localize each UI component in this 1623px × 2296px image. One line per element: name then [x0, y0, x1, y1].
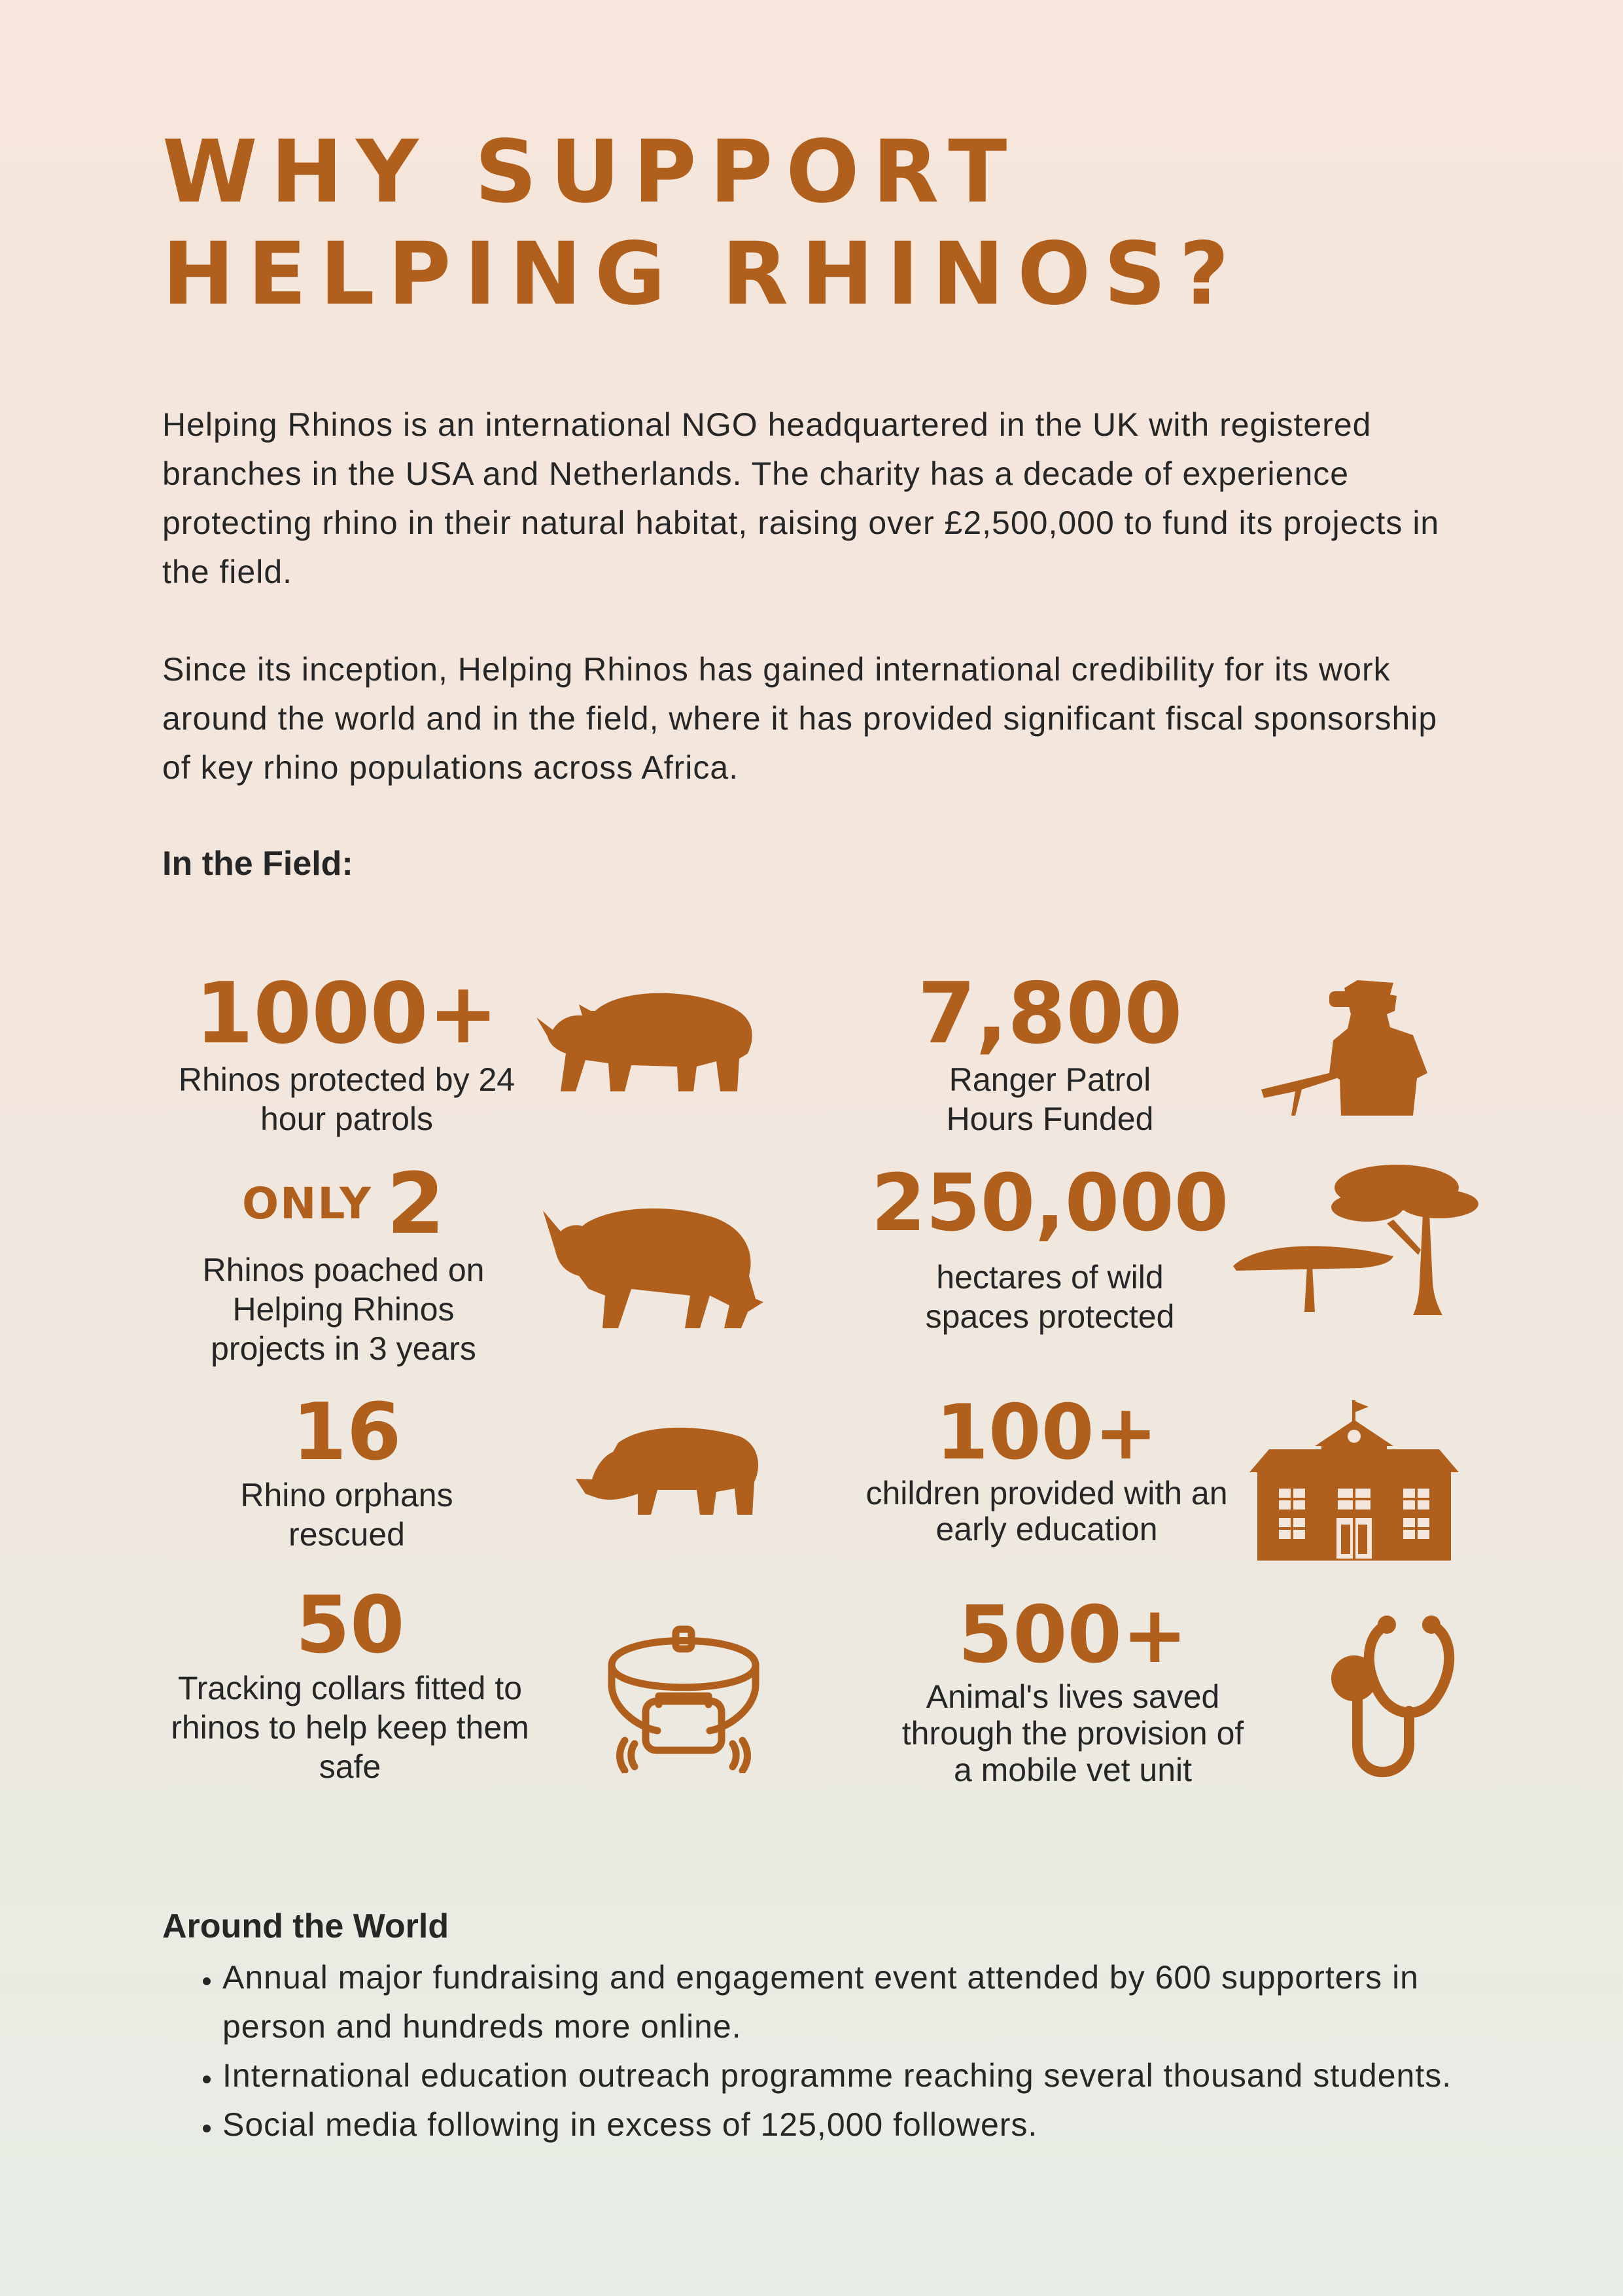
tracking-collar-icon — [605, 1623, 762, 1773]
stat-value: 2 — [386, 1156, 445, 1253]
stat-number — [150, 1156, 536, 1253]
stethoscope-icon — [1325, 1613, 1478, 1793]
stat-label: children provided with an early education — [865, 1475, 1228, 1547]
stat-number: 250,000 — [871, 1158, 1229, 1249]
stat-label: Ranger Patrol Hours Funded — [946, 1061, 1154, 1137]
list-item: • Annual major fundraising and engagement event attended by 600 supporters in person and hundreds more online. — [222, 1953, 1503, 2051]
stat-rhinos-protected — [150, 965, 543, 1139]
stat-children-education — [850, 1390, 1243, 1547]
stat-rhinos-poached — [150, 1158, 536, 1368]
stat-label: Rhino orphans rescued — [240, 1477, 453, 1553]
stat-number: 100+ — [935, 1388, 1158, 1477]
title-line-1: WHY SUPPORT — [162, 122, 1021, 222]
stat-number: 500+ — [958, 1590, 1188, 1681]
stat-hectares — [850, 1158, 1249, 1336]
stat-label: Animal's lives saved through the provision of a mobile vet unit — [901, 1678, 1244, 1788]
stat-tracking-collars — [150, 1580, 550, 1786]
stat-animals-saved — [877, 1590, 1269, 1788]
stat-ranger-hours — [850, 965, 1249, 1139]
field-heading: In the Field: — [162, 845, 353, 883]
stat-label: Tracking collars fitted to rhinos to help keep them safe — [171, 1670, 529, 1785]
rhino-icon — [533, 981, 762, 1099]
stat-number: 50 — [295, 1580, 405, 1671]
stat-rhino-orphans — [150, 1387, 543, 1554]
stat-number: 7,800 — [917, 965, 1183, 1063]
intro-paragraph-2: Since its inception, Helping Rhinos has gained international credibility for its work around the world and in the field, where it has provided significant fiscal sponsorship of key rhino populations across Africa. — [162, 651, 1438, 786]
list-item: • International education outreach programme reaching several thousand students. — [222, 2051, 1503, 2100]
world-heading: Around the World — [162, 1907, 449, 1945]
rhino-icon — [540, 1197, 772, 1332]
title-line-2: HELPING RHINOS? — [162, 224, 1242, 325]
intro-paragraph-1: Helping Rhinos is an international NGO headquartered in the UK with registered branches in the USA and Netherlands. The charity has a decade of experience protecting rhino in their natural habitat, raising over £2,500,000 to fund its projects in the field. — [162, 406, 1440, 590]
stat-prefix: ONLY — [242, 1178, 372, 1229]
ranger-icon — [1256, 975, 1449, 1122]
acacia-trees-icon — [1230, 1152, 1492, 1318]
stat-number: 1000+ — [195, 965, 498, 1063]
stat-label: hectares of wild spaces protected — [925, 1259, 1175, 1335]
rhino-calf-icon — [572, 1417, 762, 1521]
stat-label: Rhinos protected by 24 hour patrols — [178, 1061, 515, 1137]
stat-label: Rhinos poached on Helping Rhinos projects in 3 years — [202, 1252, 485, 1367]
page-title — [162, 121, 1242, 325]
school-icon — [1249, 1400, 1459, 1561]
list-item: • Social media following in excess of 125,000 followers. — [222, 2100, 1503, 2149]
world-list — [162, 1953, 1503, 2149]
stat-number: 16 — [292, 1387, 402, 1478]
